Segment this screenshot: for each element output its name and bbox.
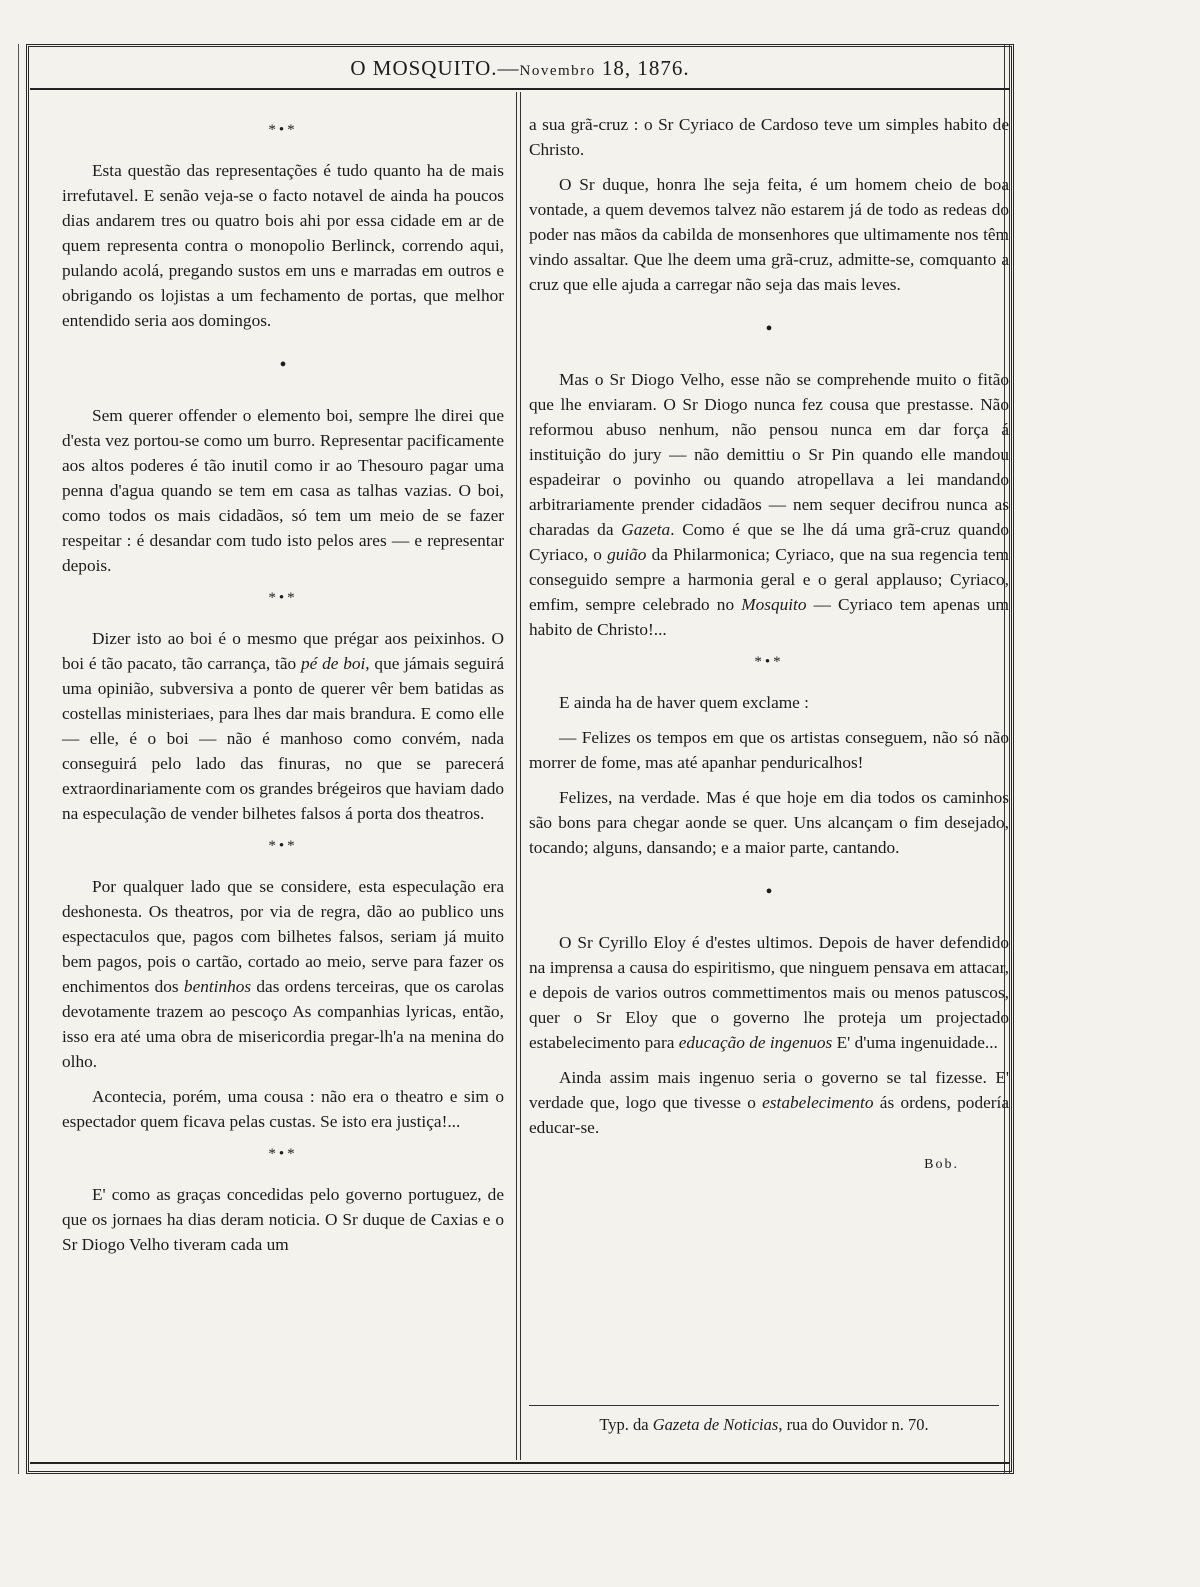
emphasis-text: Mosquito: [741, 595, 807, 614]
column-divider: [516, 92, 521, 1460]
text-run: Por qualquer lado que se considere, esta especulação era deshonesta. Os theatros, por via de regra, dão ao publico uns espectaculos que, pagos com bilhetes falsos, seriam já muito bem pagos, pois o cartão, cortado ao meio, serve para fazer os enchimentos dos: [62, 877, 504, 996]
header-title: O MOSQUITO.—: [350, 56, 520, 80]
paragraph: [62, 626, 504, 826]
paragraph: Esta questão das representações é tudo quanto ha de mais irrefutavel. E senão veja-se o facto notavel de ainda ha poucos dias andarem tres ou quatro bois ahi por essa cidade em ar de quem representa contra o monopolio Berlinck, correndo aqui, pulando acolá, pregando sustos em uns e marradas em outros e obrigando os lojistas a um fechamento de portas, que melhor entendido seria aos domingos.: [62, 161, 504, 330]
paragraph: Sem querer offender o elemento boi, sempre lhe direi que d'esta vez portou-se como um burro. Representar pacificamente aos altos poderes é tão inutil como ir ao Thesouro pagar uma penna d'agua quando se tem em casa as talhas vazias. O boi, como todos os mais cidadãos, só tem um meio de se fazer respeitar : é desandar com tudo isto pelos ares — e representar depois.: [62, 406, 504, 575]
page-header: [30, 56, 1010, 81]
text-run: das ordens terceiras, que os carolas devotamente trazem ao pescoço As companhias lyricas, então, isso era até uma obra de misericordia pregar-lh'a na menina do olho.: [62, 977, 504, 1071]
paragraph: a sua grã-cruz : o Sr Cyriaco de Cardoso teve um simples habito de Christo.: [529, 115, 1009, 159]
paragraph: [529, 367, 1009, 642]
paragraph: [62, 874, 504, 1074]
emphasis-text: guião: [607, 545, 647, 564]
text-run: ás ordens, podería educar-se.: [529, 1093, 1009, 1137]
section-separator: *•*: [754, 654, 784, 670]
paragraph: — Felizes os tempos em que os artistas conseguem, não só não morrer de fome, mas até apanhar penduricalhos!: [529, 728, 1009, 772]
section-separator: *•*: [268, 1146, 298, 1162]
left-column: [62, 112, 504, 1267]
section-separator: •: [765, 318, 773, 340]
text-run: . Como é que se lhe dá uma grã-cruz quando Cyriaco, o: [529, 520, 1009, 564]
text-run: Dizer isto ao boi é o mesmo que prégar aos peixinhos. O boi é tão pacato, tão carrança, tão: [62, 629, 504, 673]
emphasis-text: estabelecimento: [762, 1093, 874, 1112]
header-rule: [30, 88, 1010, 90]
paragraph: O Sr duque, honra lhe seja feita, é um homem cheio de boa vontade, a quem devemos talvez não estarem já de todo as redeas do poder nas mãos da cabilda de monsenhores que ultimamente nos têm vindo assaltar. Que lhe deem uma grã-cruz, admitte-se, comquanto a cruz que elle ajuda a carregar não seja das mais leves.: [529, 175, 1009, 294]
section-separator: •: [279, 354, 287, 376]
emphasis-text: Gazeta de Noticias: [652, 1415, 779, 1434]
text-run: Ainda assim mais ingenuo seria o governo se tal fizesse. E' verdade que, logo que tivesse o: [529, 1068, 1009, 1112]
header-month: Novembro: [519, 63, 596, 79]
text-run: E' d'uma ingenuidade...: [832, 1033, 998, 1052]
footer-rule: [30, 1462, 1010, 1464]
text-run: , que jámais seguirá uma opinião, subversiva a ponto de querer vêr bem batidas as costellas ministeriaes, para lhes dar mais brandura. E como elle — elle, é o boi — não é manhoso como convém, nada conseguirá pelo lado das finuras, no que se parecerá extraordinariamente com os grandes brégeiros que haviam dado na especulação de vender bilhetes falsos á porta dos theatros.: [62, 654, 504, 823]
section-separator: *•*: [268, 838, 298, 854]
emphasis-text: educação de ingenuos: [678, 1033, 833, 1052]
section-separator: •: [765, 881, 773, 903]
text-run: , rua do Ouvidor n. 70.: [778, 1415, 929, 1434]
printer-imprint: [529, 1415, 999, 1435]
section-separator: *•*: [268, 590, 298, 606]
paragraph: E ainda ha de haver quem exclame :: [559, 693, 809, 712]
text-run: Typ. da: [599, 1415, 653, 1434]
author-signature: Bob.: [924, 1157, 959, 1172]
paragraph: Acontecia, porém, uma cousa : não era o theatro e sim o espectador quem ficava pelas custas. Se isto era justiça!...: [62, 1087, 504, 1131]
right-column: [529, 112, 1009, 1177]
text-run: da Philarmonica; Cyriaco, que na sua regencia tem conseguido sempre a harmonia geral e o geral applauso; Cyriaco, emfim, sempre celebrado no: [529, 545, 1009, 614]
paragraph: [529, 930, 1009, 1055]
text-run: — Cyriaco tem apenas um habito de Christo!...: [529, 595, 1009, 639]
text-run: O Sr Cyrillo Eloy é d'estes ultimos. Depois de haver defendido na imprensa a causa do espiritismo, que ninguem pensava em attacar, e depois de varios outros commettimentos mais ou menos patuscos, quer o Sr Eloy que o governo lhe proteja um projectado estabelecimento para: [529, 933, 1009, 1052]
text-run: Mas o Sr Diogo Velho, esse não se comprehende muito o fitão que lhe enviaram. O Sr Diogo nunca fez cousa que prestasse. Não reformou abuso nenhum, não pensou nunca em dar força á instituição do jury — não demittiu o Sr Pin quando elle mandou espadeirar o povinho ou quando atropellava a lei mandando arbitrariamente prender cidadãos — nem sequer decifrou nunca as charadas da: [529, 370, 1009, 539]
frame-left-border: [18, 44, 24, 1474]
paragraph: E' como as graças concedidas pelo governo portuguez, de que os jornaes ha dias deram noticia. O Sr duque de Caxias e o Sr Diogo Velho tiveram cada um: [62, 1185, 504, 1254]
emphasis-text: Gazeta: [621, 520, 671, 539]
paragraph: Felizes, na verdade. Mas é que hoje em dia todos os caminhos são bons para chegar aonde se quer. Uns alcançam o fim desejado, tocando; alguns, dansando; e a maior parte, cantando.: [529, 788, 1009, 857]
emphasis-text: bentinhos: [183, 977, 252, 996]
section-separator: *•*: [268, 122, 298, 138]
imprint-rule: [529, 1405, 999, 1406]
emphasis-text: pé de boi: [300, 654, 366, 673]
header-date: 18, 1876.: [595, 56, 690, 80]
paragraph: [529, 1065, 1009, 1140]
